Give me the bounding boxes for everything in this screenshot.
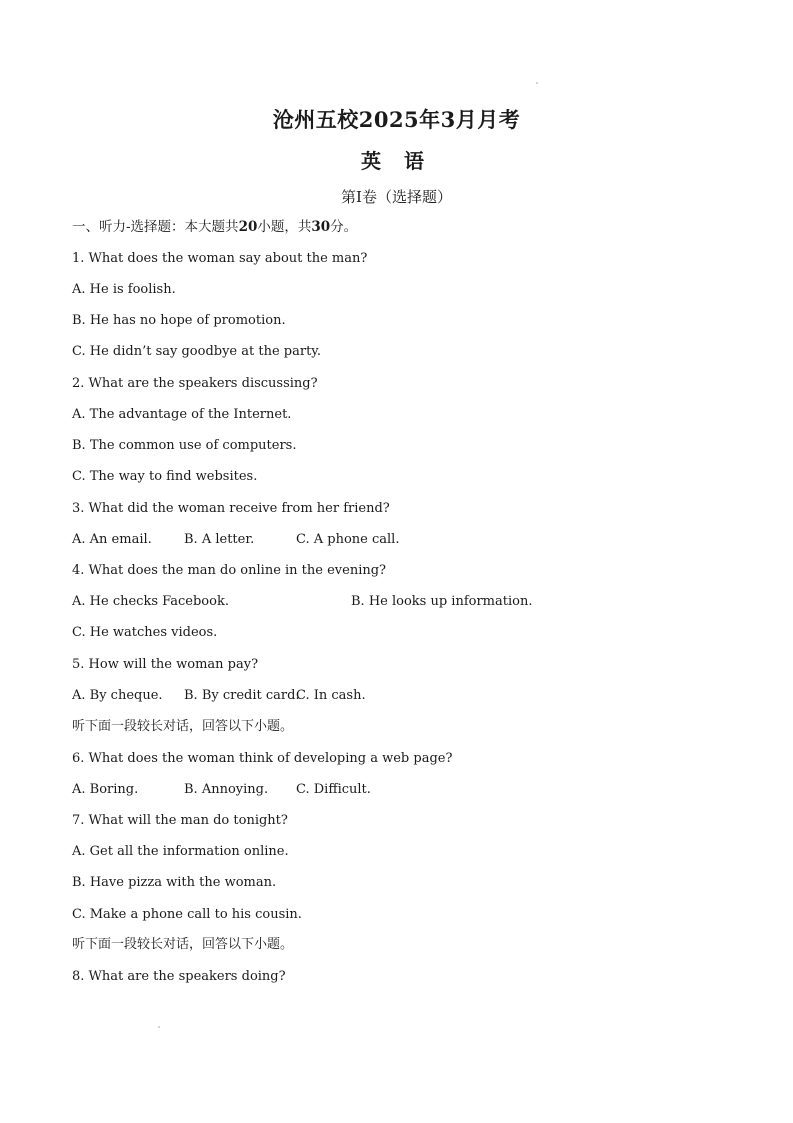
question-4-option-b: B. He looks up information. — [351, 594, 533, 609]
exam-volume-heading: 第I卷（选择题） — [341, 188, 452, 206]
scan-speck — [158, 1026, 160, 1028]
question-7-option-b: B. Have pizza with the woman. — [72, 875, 277, 890]
question-6-option-b: B. Annoying. — [184, 782, 269, 797]
question-2-stem: 2. What are the speakers discussing? — [72, 376, 318, 391]
question-5-option-b: B. By credit card. — [184, 688, 300, 703]
question-3-stem: 3. What did the woman receive from her friend? — [72, 501, 390, 516]
exam-subject: 英 语 — [361, 149, 432, 173]
section-total-score: 30 — [311, 219, 331, 235]
question-5-stem: 5. How will the woman pay? — [72, 657, 259, 672]
dialog-instruction: 听下面一段较长对话，回答以下小题。 — [72, 719, 294, 734]
section-heading-prefix: 一、听力-选择题：本大题共 — [72, 219, 239, 235]
question-6-option-a: A. Boring. — [72, 782, 139, 797]
question-6-stem: 6. What does the woman think of developing a web page? — [72, 751, 453, 766]
question-6-option-c: C. Difficult. — [296, 782, 371, 797]
question-7-stem: 7. What will the man do tonight? — [72, 813, 288, 828]
section-heading — [72, 219, 357, 235]
question-2-option-a: A. The advantage of the Internet. — [72, 407, 292, 422]
section-heading-suffix: 分。 — [330, 219, 358, 235]
exam-title: 沧州五校2025年3月月考 — [272, 107, 521, 132]
question-2-option-b: B. The common use of computers. — [72, 438, 297, 453]
question-1-stem: 1. What does the woman say about the man? — [72, 251, 368, 266]
question-1-option-c: C. He didn’t say goodbye at the party. — [72, 344, 322, 359]
question-7-option-a: A. Get all the information online. — [72, 844, 289, 859]
question-5-option-c: C. In cash. — [296, 688, 366, 703]
question-3-option-c: C. A phone call. — [296, 532, 400, 547]
scan-speck — [536, 82, 538, 84]
question-3-option-a: A. An email. — [72, 532, 152, 547]
question-2-option-c: C. The way to find websites. — [72, 469, 258, 484]
question-4-option-a: A. He checks Facebook. — [72, 594, 229, 609]
section-question-count: 20 — [238, 219, 258, 235]
question-4-option-c: C. He watches videos. — [72, 625, 218, 640]
question-8-stem: 8. What are the speakers doing? — [72, 969, 286, 984]
question-7-option-c: C. Make a phone call to his cousin. — [72, 907, 302, 922]
question-5-option-a: A. By cheque. — [72, 688, 163, 703]
dialog-instruction: 听下面一段较长对话，回答以下小题。 — [72, 937, 294, 952]
question-1-option-a: A. He is foolish. — [72, 282, 176, 297]
question-3-option-b: B. A letter. — [184, 532, 255, 547]
question-1-option-b: B. He has no hope of promotion. — [72, 313, 286, 328]
section-heading-mid: 小题，共 — [257, 219, 312, 235]
question-4-stem: 4. What does the man do online in the evening? — [72, 563, 387, 578]
